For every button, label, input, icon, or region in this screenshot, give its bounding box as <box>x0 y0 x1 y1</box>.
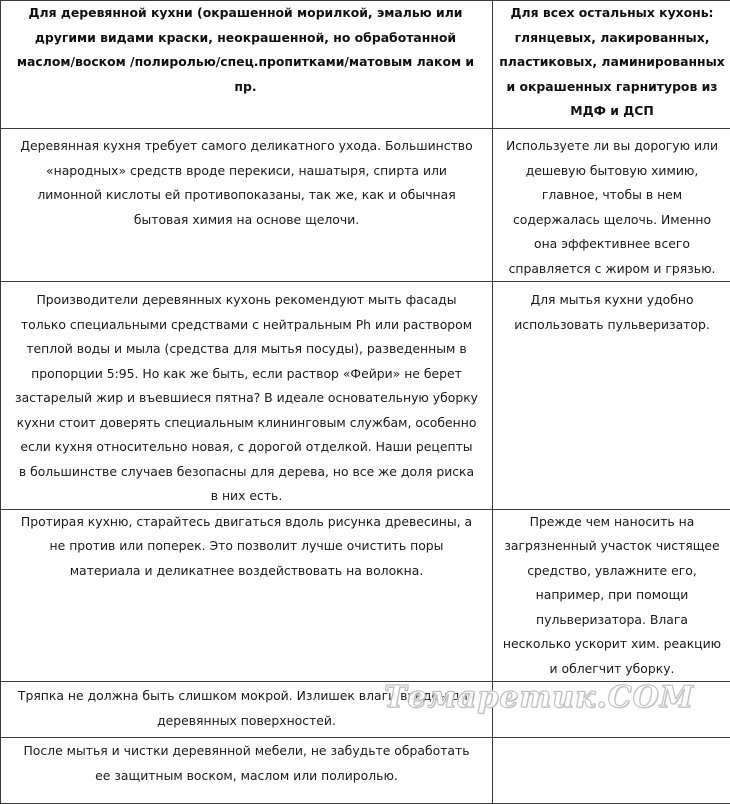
table-row <box>1 509 730 682</box>
table-header-row <box>1 1 730 129</box>
cell-text: Используете ли вы дорогую или дешевую бытовую химию, главное, чтобы в нем содержалась щелочь. Именно она эффективнее всего справляется с жиром и грязью. <box>493 129 730 281</box>
cell-text: Для мытья кухни удобно использовать пульверизатор. <box>493 282 730 337</box>
table-row <box>1 282 730 510</box>
cell-text: Деревянная кухня требует самого деликатного ухода. Большинство «народных» средств вроде перекиси, нашатыря, спирта или лимонной кислоты ей противопоказаны, так же, как и обычная бытовая химия на основе щелочи. <box>1 129 492 232</box>
cell-other <box>493 129 730 282</box>
cell-text: Производители деревянных кухонь рекомендуют мыть фасады только специальными средствами с нейтральным Ph или раствором теплой воды и мыла (средства для мытья посуды), разведенным в пропорции 5:95. Но как же быть, если раствор «Фейри» не берет застарелый жир и въевшиеся пятна? В идеале основательную уборку кухни стоит доверять специальным клининговым службам, особенно если кухня относительно новая, с дорогой отделкой. Наши рецепты в большинстве случаев безопасны для дерева, но все же доля риска в них есть. <box>1 282 492 509</box>
header-wooden-kitchen <box>1 1 493 129</box>
cell-wooden <box>1 509 493 682</box>
table-row <box>1 129 730 282</box>
cell-text: Тряпка не должна быть слишком мокрой. Излишек влаги вреден для деревянных поверхностей. <box>1 682 492 733</box>
cell-text: Прежде чем наносить на загрязненный участок чистящее средство, увлажните его, например, при помощи пульверизатора. Влага несколько ускорит хим. реакцию и облегчит уборку. <box>493 510 730 682</box>
cell-other-empty <box>493 738 730 804</box>
cell-wooden <box>1 129 493 282</box>
cell-text <box>493 738 730 739</box>
cell-text: Протирая кухню, старайтесь двигаться вдоль рисунка древесины, а не против или поперек. Это позволит лучше очистить поры материала и деликатнее воздействовать на волокна. <box>1 510 492 584</box>
cell-other <box>493 509 730 682</box>
cell-text: После мытья и чистки деревянной мебели, не забудьте обработать ее защитным воском, маслом или полиролью. <box>1 738 492 788</box>
header-wooden-kitchen-text: Для деревянной кухни (окрашенной морилкой, эмалью или другими видами краски, неокрашенной, но обработанной маслом/воском /полиролью/спец.пропитками/матовым лаком и пр. <box>1 1 492 99</box>
cell-wooden <box>1 738 493 804</box>
header-other-kitchens-text: Для всех остальных кухонь: глянцевых, лакированных, пластиковых, ламинированных и окрашенных гарнитуров из МДФ и ДСП <box>493 1 730 124</box>
header-other-kitchens <box>493 1 730 129</box>
table-row <box>1 738 730 804</box>
site-watermark: Темаретик.СОМ <box>384 680 694 715</box>
cell-other <box>493 282 730 510</box>
cell-wooden <box>1 282 493 510</box>
